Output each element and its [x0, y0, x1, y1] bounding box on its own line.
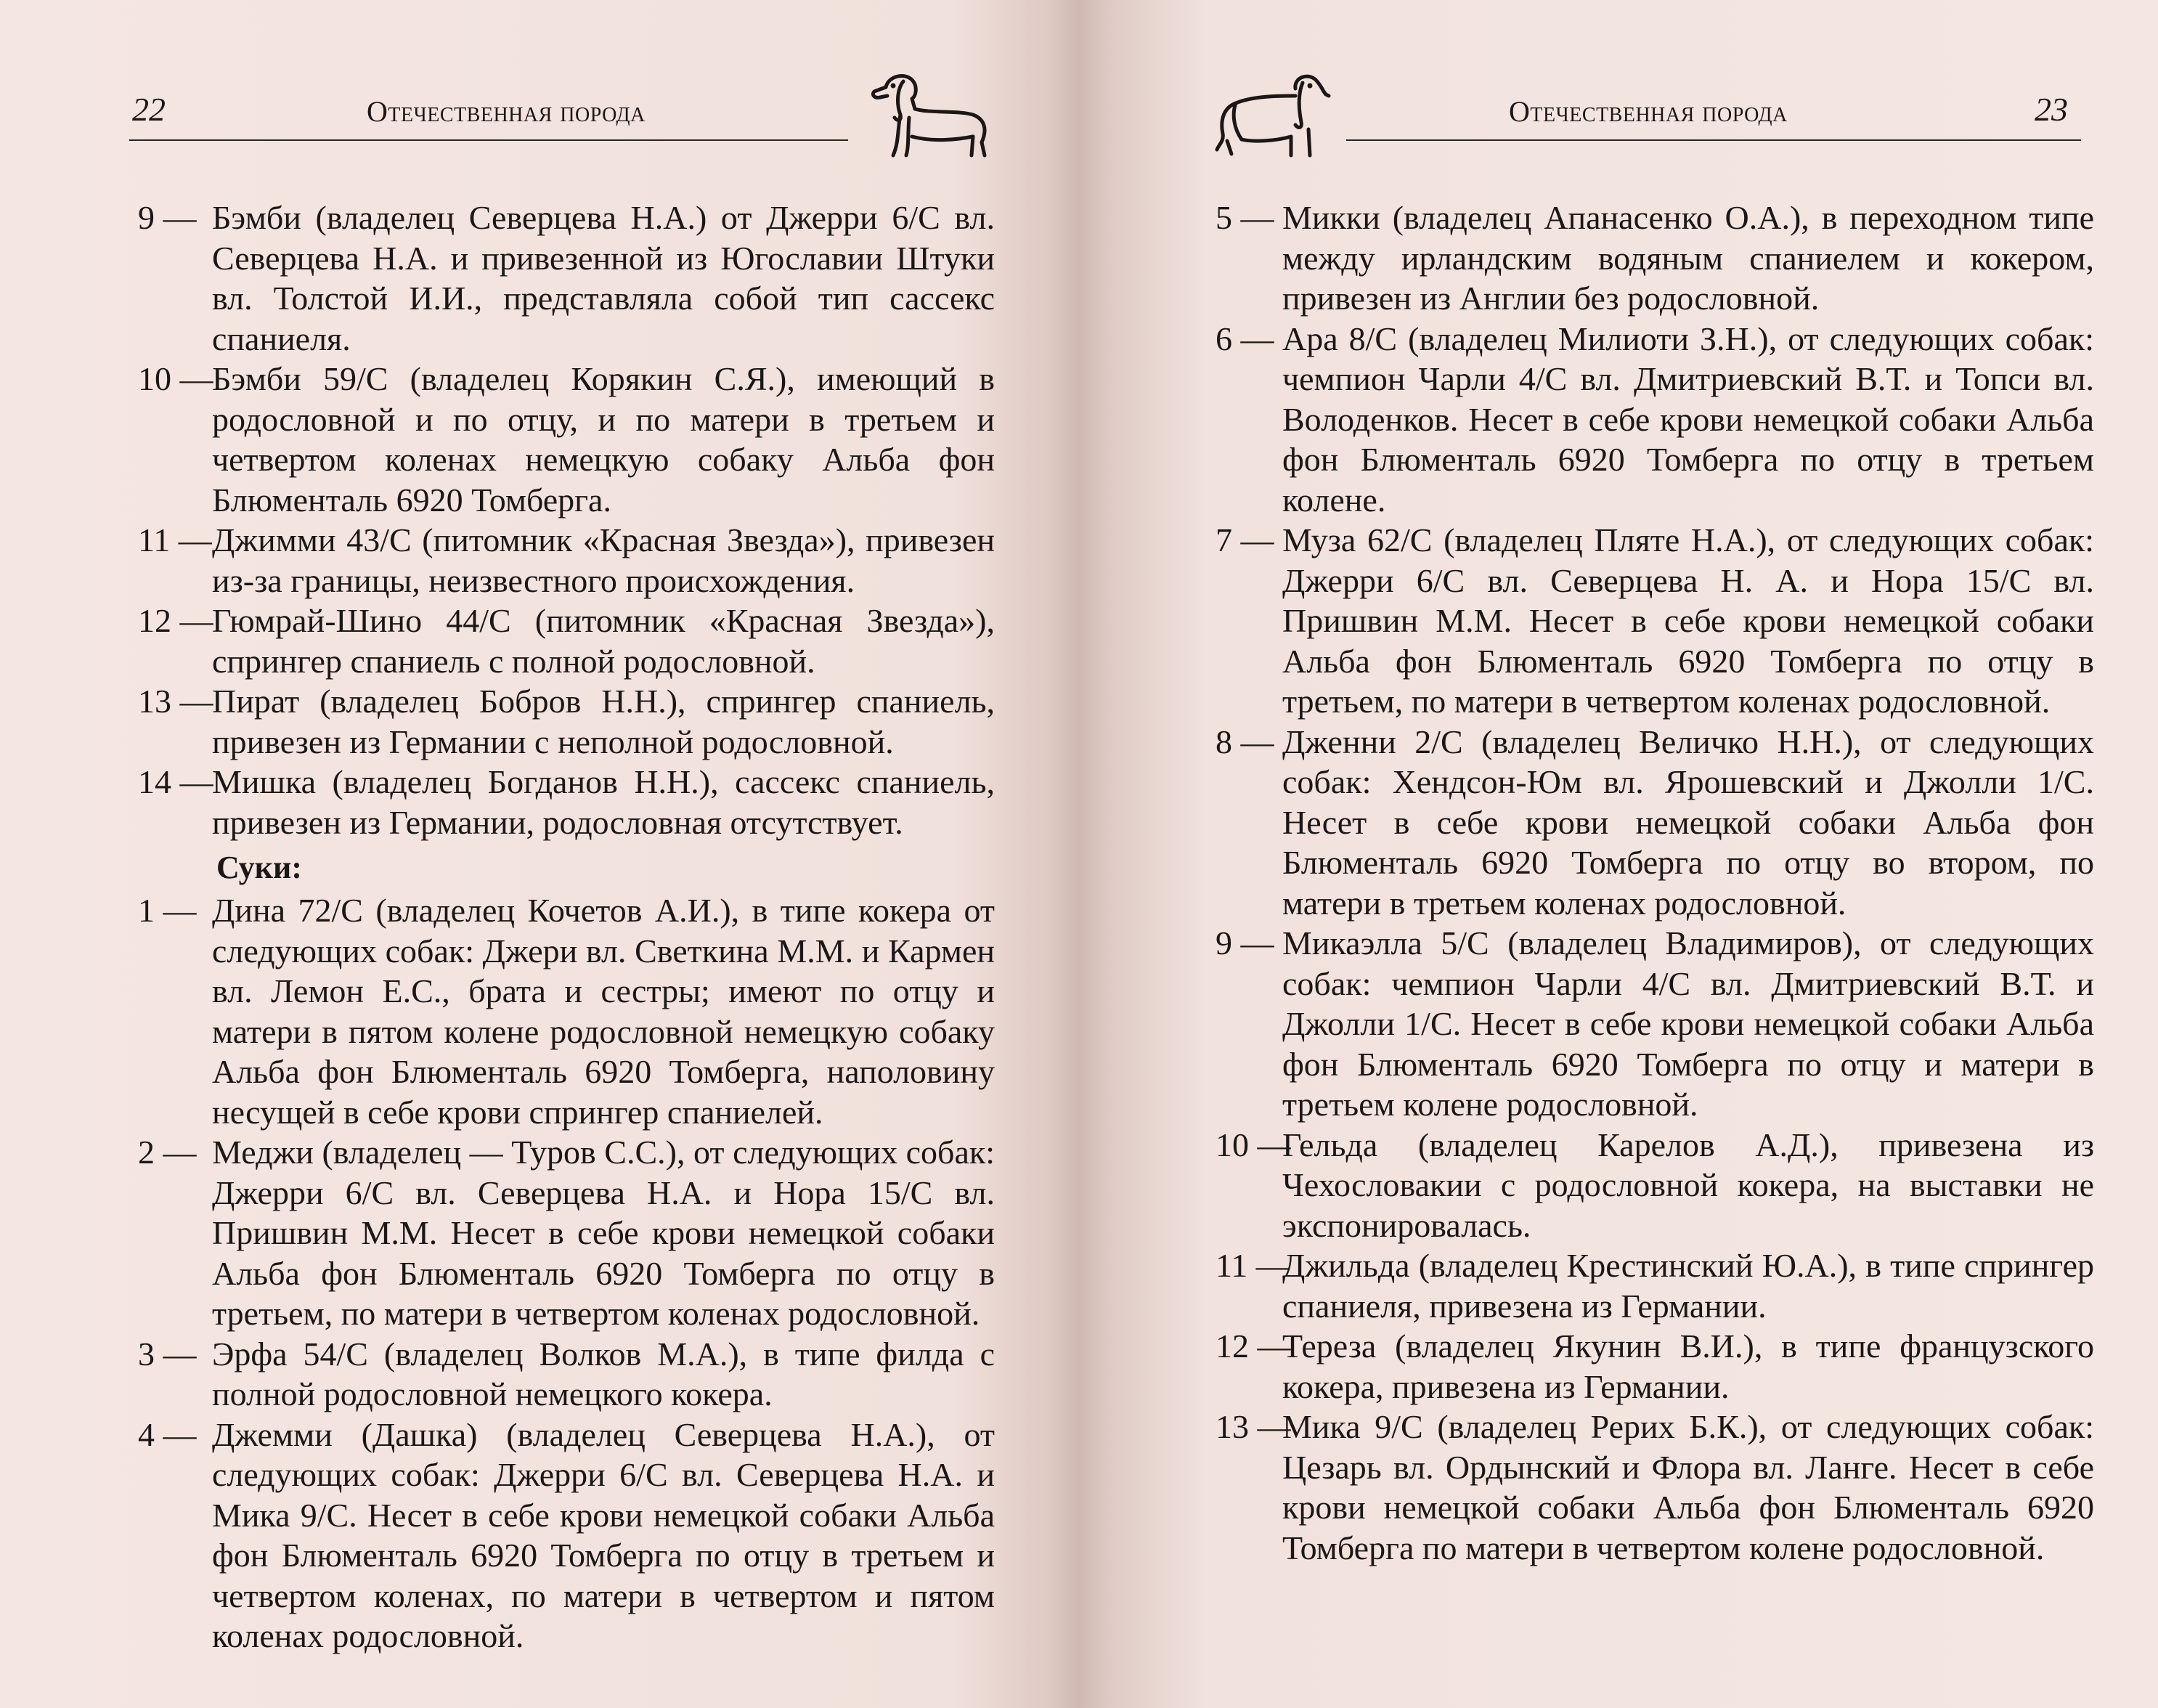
entry-text: Джимми 43/С (питомник «Красная Звезда»), привезен из-за границы, неизвестного происхождения. [212, 521, 995, 599]
entry-number: 7 — [1216, 521, 1274, 558]
entry-text: Меджи (владелец — Туров С.С.), от следующих собак: Джерри 6/С вл. Северцева Н.А. и Нора 15/С вл. Пришвин М.М. Несет в себе крови немецкой собаки Альба фон Блюменталь 6920 Томберга по отцу в третьем, по матери в четвертом коленах родословной. [212, 1134, 995, 1332]
entry-number: 5 — [1216, 199, 1274, 236]
list-item [138, 762, 995, 842]
list-item [138, 1132, 995, 1334]
list-item [1216, 1326, 2094, 1407]
entry-number: 4 — [138, 1415, 197, 1453]
list-item [138, 198, 995, 359]
list-item [138, 1334, 995, 1415]
entry-text: Бэмби 59/С (владелец Корякин С.Я.), имеющий в родословной и по отцу, и по матери в третьем и четвертом коленах немецкую собаку Альба фон Блюменталь 6920 Томберга. [212, 360, 995, 518]
spaniel-lying-icon [1210, 67, 1333, 161]
entry-number: 13 — [1216, 1408, 1291, 1445]
list-item [1216, 1407, 2094, 1568]
right-page [1079, 0, 2158, 1708]
right-text-block [1216, 198, 2094, 1568]
header-rule [129, 139, 848, 141]
section-subhead: Суки: [216, 850, 303, 885]
left-text-block [138, 198, 995, 1656]
entry-number: 10 — [138, 360, 213, 397]
page-number: 23 [2035, 91, 2068, 128]
list-item [1216, 520, 2094, 722]
entry-text: Дина 72/С (владелец Кочетов А.И.), в типе кокера от следующих собак: Джери вл. Светкина М.М. и Кармен вл. Лемон Е.С., брата и сестры; имеют по отцу и матери в пятом колене родословной немецкую собаку Альба фон Блюменталь 6920 Томберга, наполовину несущей в себе крови спрингер спаниелей. [212, 892, 995, 1131]
entry-text: Муза 62/С (владелец Пляте Н.А.), от следующих собак: Джерри 6/С вл. Северцева Н. А. и Нора 15/С вл. Пришвин М.М. Несет в себе крови немецкой собаки Альба фон Блюменталь 6920 Томберга по отцу в третьем, по матери в четвертом коленах родословной. [1282, 521, 2094, 720]
entry-text: Гельда (владелец Карелов А.Д.), привезена из Чехословакии с родословной кокера, на выставки не экспонировалась. [1282, 1126, 2094, 1244]
entry-number: 11 — [1216, 1247, 1290, 1284]
entry-text: Мишка (владелец Богданов Н.Н.), сассекс спаниель, привезен из Германии, родословная отсутствует. [212, 763, 995, 841]
entry-text: Джемми (Дашка) (владелец Северцева Н.А.), от следующих собак: Джерри 6/С вл. Северцева Н.А. и Мика 9/С. Несет в себе крови немецкой собаки Альба фон Блюменталь 6920 Томберга по отцу в третьем и четвертом коленах, по матери в четвертом и пятом коленах родословной. [212, 1415, 995, 1654]
entry-text: Эрфа 54/С (владелец Волков М.А.), в типе филда с полной родословной немецкого кокера. [212, 1335, 995, 1412]
list-item [1216, 319, 2094, 521]
entry-text: Ара 8/С (владелец Милиоти З.Н.), от следующих собак: чемпион Чарли 4/С вл. Дмитриевский В.Т. и Топси вл. Володенков. Несет в себе крови немецкой собаки Альба фон Блюменталь 6920 Томберга по отцу в третьем колене. [1282, 320, 2094, 518]
list-item [138, 359, 995, 520]
list-item [1216, 1245, 2094, 1326]
entry-text: Дженни 2/С (владелец Величко Н.Н.), от следующих собак: Хендсон-Юм вл. Ярошевский и Джолли 1/С. Несет в себе крови немецкой собаки Альба фон Блюменталь 6920 Томберга по отцу во втором, по матери в третьем коленах родословной. [1282, 723, 2094, 922]
list-item [1216, 1125, 2094, 1246]
entry-number: 6 — [1216, 320, 1274, 357]
entry-number: 11 — [138, 521, 212, 558]
running-head: Отечественная порода [367, 95, 646, 128]
entry-number: 14 — [138, 763, 213, 800]
spaniel-standing-icon [864, 67, 995, 161]
entry-number: 10 — [1216, 1126, 1291, 1163]
entry-number: 9 — [1216, 924, 1274, 961]
list-item [1216, 923, 2094, 1125]
entry-text: Бэмби (владелец Северцева Н.А.) от Джерри 6/С вл. Северцева Н.А. и привезенной из Югославии Штуки вл. Толстой И.И., представляла собой тип сассекс спаниеля. [212, 199, 995, 357]
list-item [138, 520, 995, 601]
entry-text: Тереза (владелец Якунин В.И.), в типе французского кокера, привезена из Германии. [1282, 1327, 2094, 1405]
list-item [138, 1415, 995, 1656]
header-rule [1346, 139, 2081, 141]
entry-number: 9 — [138, 199, 197, 236]
entry-number: 13 — [138, 683, 213, 720]
entry-number: 12 — [138, 602, 213, 639]
running-head: Отечественная порода [1509, 95, 1788, 128]
entry-number: 2 — [138, 1134, 197, 1171]
entry-number: 8 — [1216, 723, 1274, 760]
entry-number: 3 — [138, 1335, 197, 1372]
entry-number: 12 — [1216, 1327, 1291, 1365]
entry-text: Гюмрай-Шино 44/С (питомник «Красная Звезда»), спрингер спаниель с полной родословной. [212, 602, 995, 680]
list-item [1216, 722, 2094, 924]
entry-text: Микаэлла 5/С (владелец Владимиров), от следующих собак: чемпион Чарли 4/С вл. Дмитриевский В.Т. и Джолли 1/С. Несет в себе крови немецкой собаки Альба фон Блюменталь 6920 Томберга по отцу и матери в третьем колене родословной. [1282, 924, 2094, 1123]
entry-text: Мика 9/С (владелец Рерих Б.К.), от следующих собак: Цезарь вл. Ордынский и Флора вл. Ланге. Несет в себе крови немецкой собаки Альба фон Блюменталь 6920 Томберга по матери в четвертом колене родословной. [1282, 1408, 2094, 1566]
list-item [1216, 198, 2094, 319]
entry-text: Джильда (владелец Крестинский Ю.А.), в типе спрингер спаниеля, привезена из Германии. [1282, 1247, 2094, 1325]
list-item [138, 890, 995, 1132]
entry-text: Микки (владелец Апанасенко О.А.), в переходном типе между ирландским водяным спаниелем и кокером, привезен из Англии без родословной. [1282, 199, 2094, 317]
entry-number: 1 — [138, 892, 197, 929]
page-number: 22 [132, 91, 166, 128]
entry-text: Пират (владелец Бобров Н.Н.), спрингер спаниель, привезен из Германии с неполной родословной. [212, 683, 995, 760]
list-item [138, 601, 995, 681]
list-item [138, 681, 995, 762]
